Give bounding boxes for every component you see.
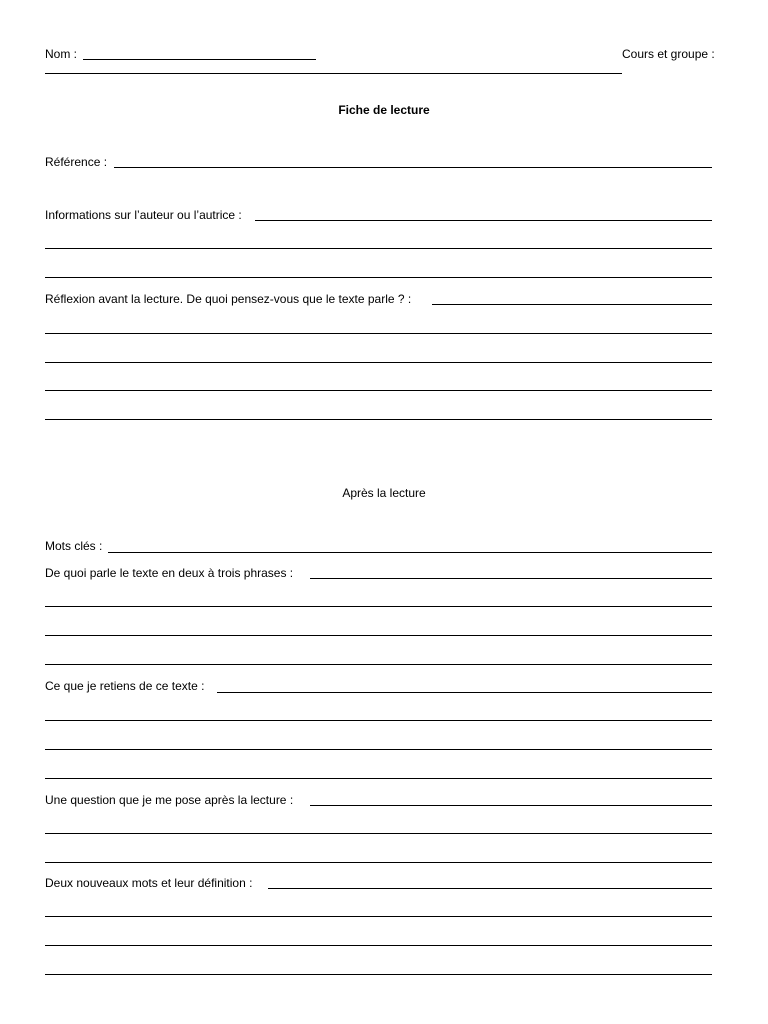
summary-label: De quoi parle le texte en deux à trois phrases : bbox=[45, 566, 294, 580]
course-group-label: Cours et groupe : bbox=[622, 47, 715, 61]
summary-field-line[interactable] bbox=[310, 578, 712, 579]
reference-field-line[interactable] bbox=[114, 167, 712, 168]
new-words-line-4[interactable] bbox=[45, 974, 712, 975]
keywords-label: Mots clés : bbox=[45, 539, 103, 553]
question-line-2[interactable] bbox=[45, 833, 712, 834]
reflection-line-3[interactable] bbox=[45, 362, 712, 363]
new-words-line-2[interactable] bbox=[45, 916, 712, 917]
question-field-line[interactable] bbox=[310, 805, 712, 806]
reflection-label: Réflexion avant la lecture. De quoi pensez-vous que le texte parle ? : bbox=[45, 292, 412, 306]
author-info-field-line[interactable] bbox=[255, 220, 712, 221]
reflection-line-5[interactable] bbox=[45, 419, 712, 420]
summary-line-2[interactable] bbox=[45, 606, 712, 607]
reference-label: Référence : bbox=[45, 155, 108, 169]
question-label: Une question que je me pose après la lecture : bbox=[45, 793, 294, 807]
keywords-field-line[interactable] bbox=[108, 552, 712, 553]
retain-line-2[interactable] bbox=[45, 720, 712, 721]
retain-field-line[interactable] bbox=[217, 692, 712, 693]
question-line-3[interactable] bbox=[45, 862, 712, 863]
author-info-line-2[interactable] bbox=[45, 248, 712, 249]
new-words-label: Deux nouveaux mots et leur définition : bbox=[45, 876, 253, 890]
course-group-field-line[interactable] bbox=[45, 73, 622, 74]
new-words-field-line[interactable] bbox=[268, 888, 712, 889]
author-info-label: Informations sur l’auteur ou l’autrice : bbox=[45, 208, 242, 222]
reflection-line-2[interactable] bbox=[45, 333, 712, 334]
retain-label: Ce que je retiens de ce texte : bbox=[45, 679, 205, 693]
after-reading-heading: Après la lecture bbox=[342, 486, 426, 500]
name-label: Nom : bbox=[45, 47, 78, 61]
author-info-line-3[interactable] bbox=[45, 277, 712, 278]
retain-line-3[interactable] bbox=[45, 749, 712, 750]
name-field-line[interactable] bbox=[83, 59, 316, 60]
retain-line-4[interactable] bbox=[45, 778, 712, 779]
page-title: Fiche de lecture bbox=[338, 103, 430, 117]
summary-line-3[interactable] bbox=[45, 635, 712, 636]
new-words-line-3[interactable] bbox=[45, 945, 712, 946]
reflection-field-line[interactable] bbox=[432, 304, 712, 305]
summary-line-4[interactable] bbox=[45, 664, 712, 665]
reflection-line-4[interactable] bbox=[45, 390, 712, 391]
